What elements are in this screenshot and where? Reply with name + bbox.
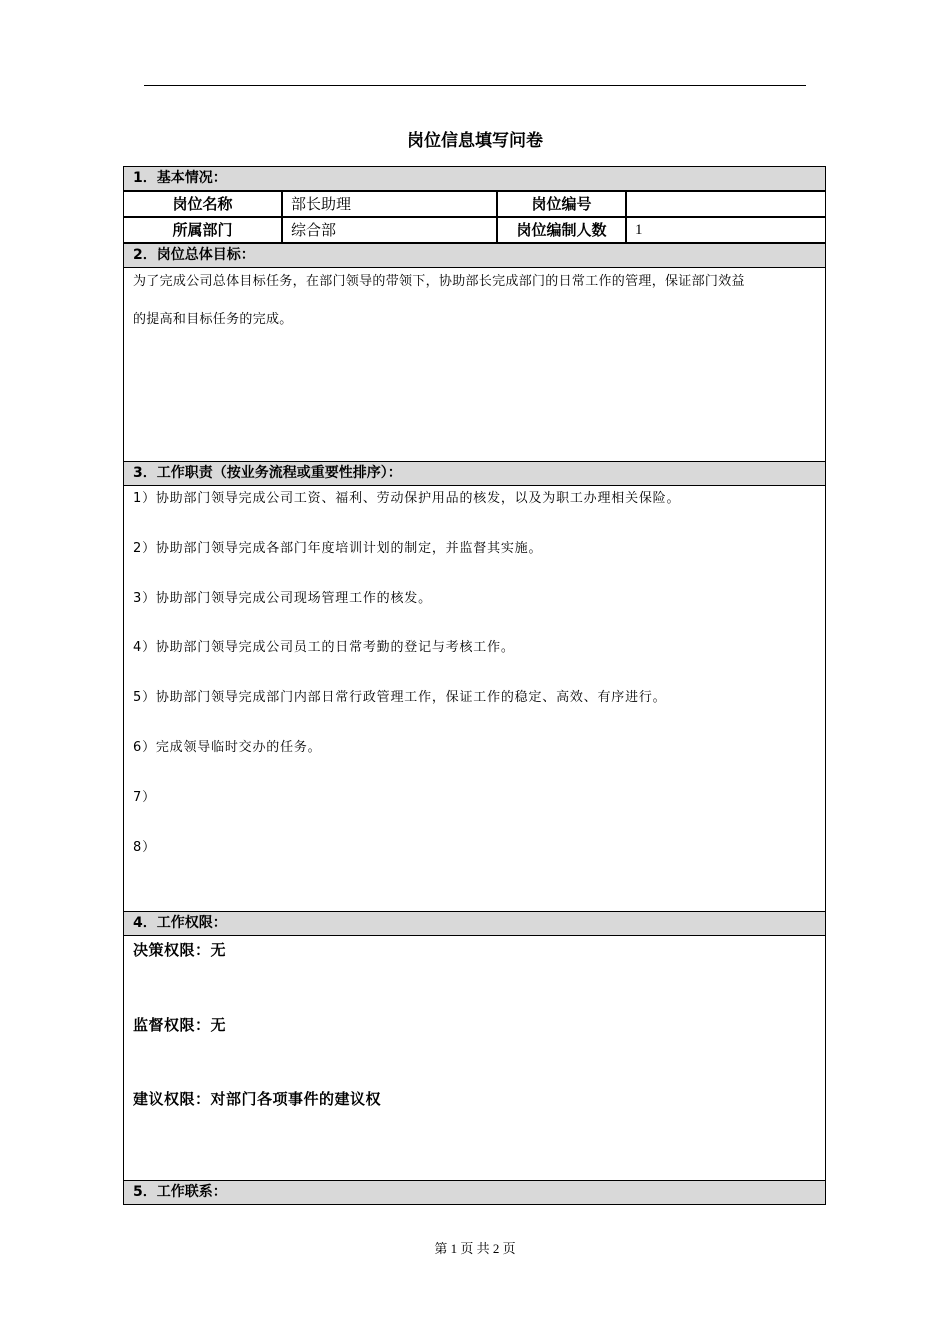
job-name-label: 岗位名称 xyxy=(123,191,282,217)
duty-item: 1）协助部门领导完成公司工资、福利、劳动保护用品的核发，以及为职工办理相关保险。 xyxy=(133,491,681,506)
duty-item: 2）协助部门领导完成各部门年度培训计划的制定，并监督其实施。 xyxy=(133,541,543,556)
job-code-label: 岗位编号 xyxy=(497,191,626,217)
duty-item: 4）协助部门领导完成公司员工的日常考勤的登记与考核工作。 xyxy=(133,640,515,655)
goal-text-line-2: 的提高和目标任务的完成。 xyxy=(133,312,293,327)
supervision-authority: 监督权限：无 xyxy=(133,1016,227,1034)
document-title: 岗位信息填写问卷 xyxy=(407,131,543,151)
section-goal-heading: 2．岗位总体目标： xyxy=(123,243,826,268)
job-name-value: 部长助理 xyxy=(282,191,497,217)
duty-item: 8） xyxy=(133,840,156,855)
section-basic-heading: 1．基本情况： xyxy=(123,166,826,191)
section-duties-heading: 3．工作职责（按业务流程或重要性排序）： xyxy=(123,461,826,486)
duty-item: 7） xyxy=(133,790,156,805)
department-label: 所属部门 xyxy=(123,217,282,243)
headcount-label: 岗位编制人数 xyxy=(497,217,626,243)
suggestion-authority: 建议权限：对部门各项事件的建议权 xyxy=(133,1090,382,1108)
section-contacts-heading: 5．工作联系： xyxy=(123,1180,826,1205)
duty-item: 5）协助部门领导完成部门内部日常行政管理工作，保证工作的稳定、高效、有序进行。 xyxy=(133,690,667,705)
headcount-value: 1 xyxy=(626,217,826,243)
page-number: 第 1 页 共 2 页 xyxy=(434,1241,516,1256)
department-value: 综合部 xyxy=(282,217,497,243)
duty-item: 6）完成领导临时交办的任务。 xyxy=(133,740,322,755)
goal-text-line-1: 为了完成公司总体目标任务，在部门领导的带领下，协助部长完成部门的日常工作的管理，保证部门效益 xyxy=(133,274,745,289)
job-code-value xyxy=(626,191,826,217)
duty-item: 3）协助部门领导完成公司现场管理工作的核发。 xyxy=(133,591,432,606)
header-rule xyxy=(144,85,806,86)
decision-authority: 决策权限：无 xyxy=(133,941,227,959)
section-authority-heading: 4．工作权限： xyxy=(123,911,826,936)
